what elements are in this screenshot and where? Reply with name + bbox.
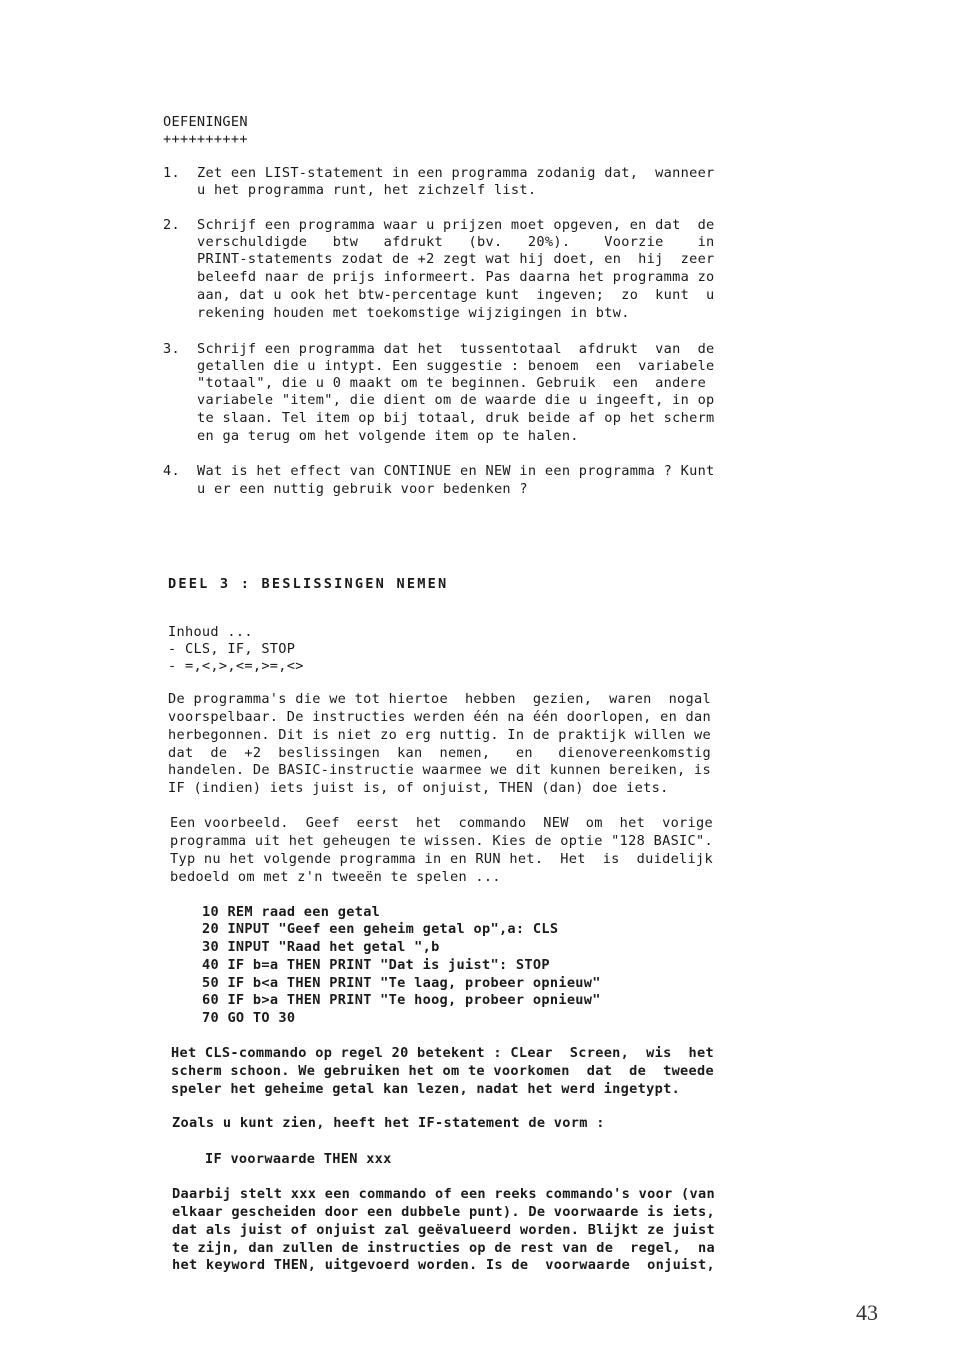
paragraph-line: scherm schoon. We gebruiken het om te voorkomen dat de tweede xyxy=(171,1063,714,1079)
exercise-line: u het programma runt, het zichzelf list. xyxy=(197,182,537,198)
exercise-line: Wat is het effect van CONTINUE en NEW in een programma ? Kunt xyxy=(197,463,715,479)
exercise-line: te slaan. Tel item op bij totaal, druk beide af op het scherm xyxy=(197,410,715,426)
paragraph-if-form: Zoals u kunt zien, heeft het IF-statement de vorm : xyxy=(172,1115,605,1131)
exercise-line: PRINT-statements zodat de +2 zegt wat hij doet, en hij zeer xyxy=(197,251,715,267)
paragraph-line: IF (indien) iets juist is, of onjuist, THEN (dan) doe iets. xyxy=(168,780,669,796)
exercise-line: verschuldigde btw afdrukt (bv. 20%). Voorzie in xyxy=(197,234,715,250)
paragraph-line: dat als juist of onjuist zal geëvalueerd worden. Blijkt ze juist xyxy=(172,1222,715,1238)
program-line: 10 REM raad een getal xyxy=(202,904,381,920)
program-line: 30 INPUT "Raad het getal ",b xyxy=(202,939,440,955)
exercise-line: Schrijf een programma dat het tussentotaal afdrukt van de xyxy=(197,341,715,357)
paragraph-line: bedoeld om met z'n tweeën te spelen ... xyxy=(170,869,501,885)
paragraph-line: elkaar gescheiden door een dubbele punt). De voorwaarde is iets, xyxy=(172,1204,715,1220)
program-line: 50 IF b<a THEN PRINT "Te laag, probeer opnieuw" xyxy=(202,975,601,991)
paragraph-line: te zijn, dan zullen de instructies op de rest van de regel, na xyxy=(172,1240,715,1256)
program-line: 60 IF b>a THEN PRINT "Te hoog, probeer opnieuw" xyxy=(202,992,601,1008)
if-syntax: IF voorwaarde THEN xxx xyxy=(205,1151,392,1167)
section-heading: DEEL 3 : BESLISSINGEN NEMEN xyxy=(168,576,449,592)
program-line: 70 GO TO 30 xyxy=(202,1010,296,1026)
paragraph-line: De programma's die we tot hiertoe hebben gezien, waren nogal xyxy=(168,691,711,707)
exercise-line: getallen die u intypt. Een suggestie : benoem een variabele xyxy=(197,358,715,374)
contents-line: - CLS, IF, STOP xyxy=(168,641,296,657)
exercise-number: 2. xyxy=(163,217,180,233)
exercise-number: 4. xyxy=(163,463,180,479)
exercise-line: aan, dat u ook het btw-percentage kunt ingeven; zo kunt u xyxy=(197,287,715,303)
paragraph-line: Een voorbeeld. Geef eerst het commando NEW om het vorige xyxy=(170,815,713,831)
paragraph-line: herbegonnen. Dit is niet zo erg nuttig. In de praktijk willen we xyxy=(168,727,711,743)
paragraph-line: speler het geheime getal kan lezen, nadat het werd ingetypt. xyxy=(171,1081,681,1097)
exercises-title: OEFENINGEN xyxy=(163,114,248,130)
exercises-title-underline: ++++++++++ xyxy=(163,131,248,147)
paragraph-line: handelen. De BASIC-instructie waarmee we dit kunnen bereiken, is xyxy=(168,762,711,778)
exercise-line: Zet een LIST-statement in een programma zodanig dat, wanneer xyxy=(197,165,715,181)
exercise-line: rekening houden met toekomstige wijzigingen in btw. xyxy=(197,305,630,321)
contents-line: Inhoud ... xyxy=(168,624,253,640)
exercise-line: Schrijf een programma waar u prijzen moet opgeven, en dat de xyxy=(197,217,715,233)
exercise-line: variabele "item", die dient om de waarde die u ingeeft, in op xyxy=(197,392,715,408)
contents-line: - =,<,>,<=,>=,<> xyxy=(168,658,304,674)
page-number: 43 xyxy=(856,1300,878,1325)
paragraph-line: voorspelbaar. De instructies werden één na één doorlopen, en dan xyxy=(168,709,711,725)
exercise-line: en ga terug om het volgende item op te halen. xyxy=(197,428,579,444)
paragraph-line: Het CLS-commando op regel 20 betekent : CLear Screen, wis het xyxy=(171,1045,714,1061)
exercise-line: beleefd naar de prijs informeert. Pas daarna het programma zo xyxy=(197,269,715,285)
paragraph-line: het keyword THEN, uitgevoerd worden. Is de voorwaarde onjuist, xyxy=(172,1257,715,1273)
paragraph-line: Typ nu het volgende programma in en RUN het. Het is duidelijk xyxy=(170,851,713,867)
exercise-number: 1. xyxy=(163,165,180,181)
exercise-line: u er een nuttig gebruik voor bedenken ? xyxy=(197,481,528,497)
exercise-line: "totaal", die u 0 maakt om te beginnen. Gebruik een andere xyxy=(197,375,707,391)
paragraph-line: dat de +2 beslissingen kan nemen, en dienovereenkomstig xyxy=(168,745,711,761)
program-line: 20 INPUT "Geef een geheim getal op",a: CLS xyxy=(202,921,559,937)
program-line: 40 IF b=a THEN PRINT "Dat is juist": STOP xyxy=(202,957,550,973)
paragraph-line: programma uit het geheugen te wissen. Kies de optie "128 BASIC". xyxy=(170,833,713,849)
paragraph-line: Daarbij stelt xxx een commando of een reeks commando's voor (van xyxy=(172,1186,715,1202)
exercise-number: 3. xyxy=(163,341,180,357)
